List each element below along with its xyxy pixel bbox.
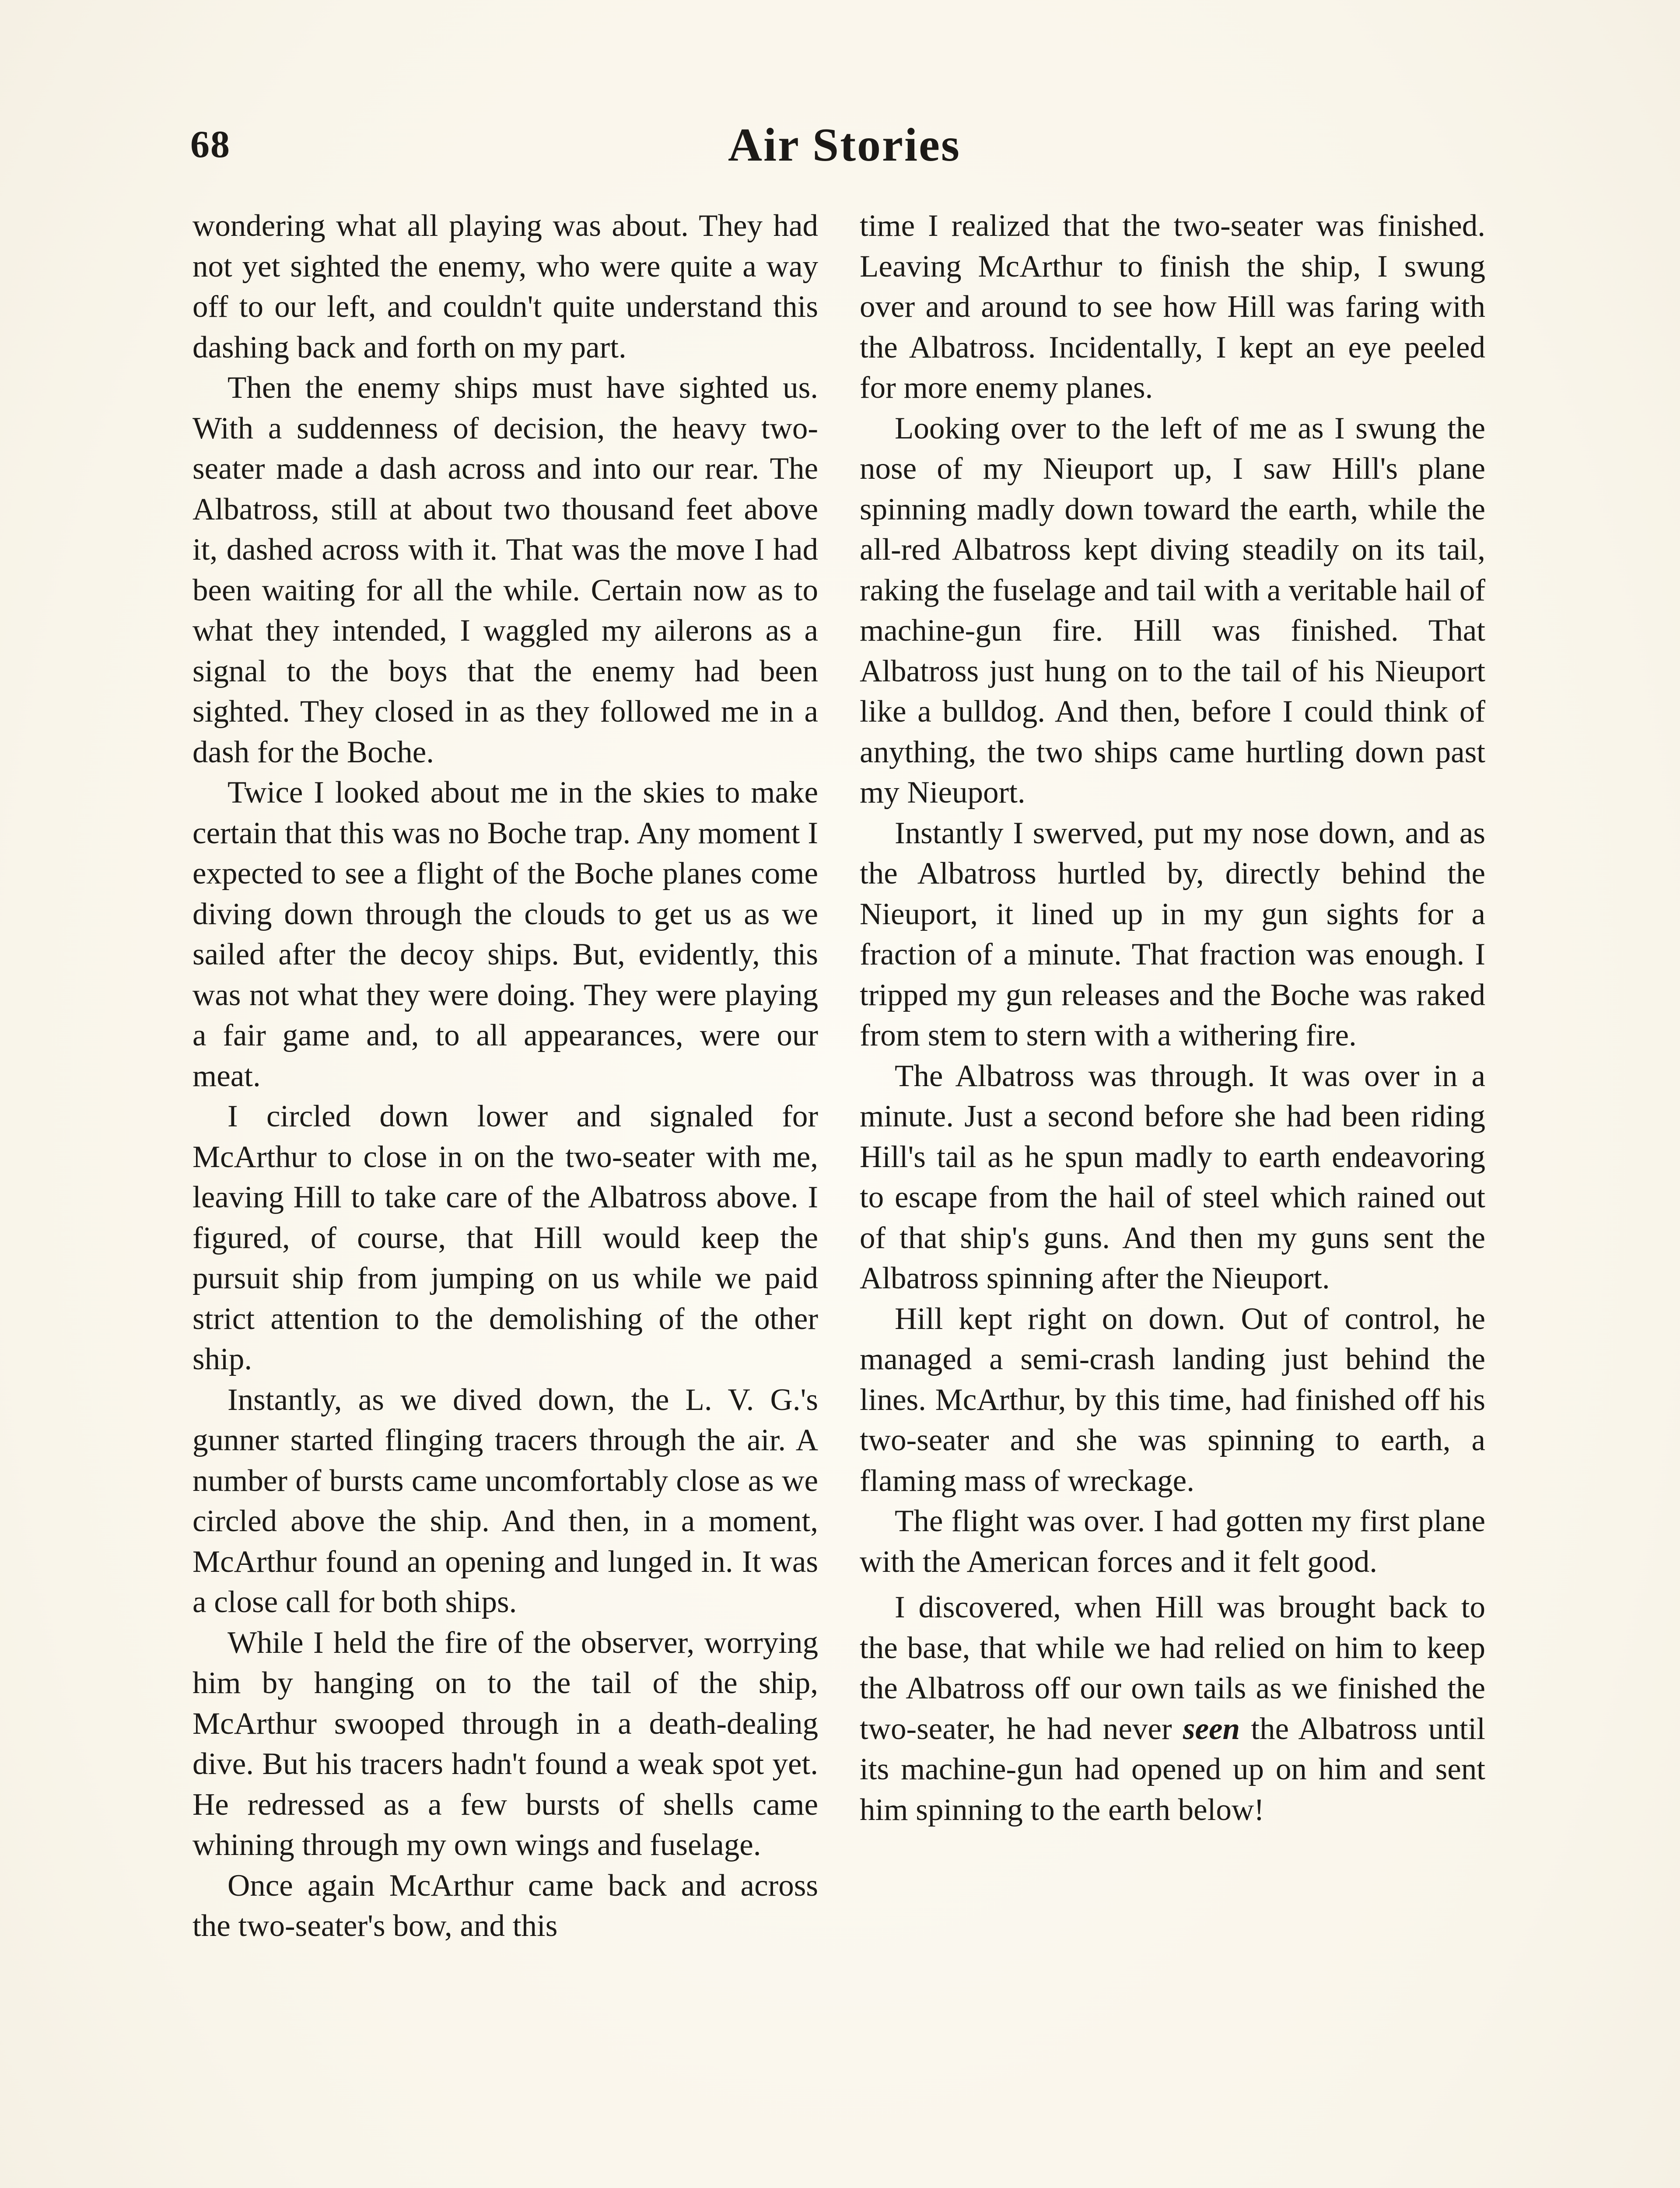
paragraph: Looking over to the left of me as I swung the nose of my Nieuport up, I saw Hill's plane spinning madly down toward the earth, while the all-red Albatross kept diving steadily on its tail, raking the fuselage and tail with a veritable hail of machine-gun fire. Hill was finished. That Albatross just hung on to the tail of his Nieuport like a bulldog. And then, before I could think of anything, the two ships came hurtling down past my Nieuport. <box>860 411 1485 810</box>
emphasized-word: seen <box>1183 1711 1240 1746</box>
right-column <box>860 206 1485 1830</box>
left-column <box>192 206 818 1946</box>
paragraph: The Albatross was through. It was over in a minute. Just a second before she had been riding Hill's tail as he spun madly to earth endeavoring to escape from the hail of steel which rained out of that ship's guns. And then my guns sent the Albatross spinning after the Nieuport. <box>860 1059 1485 1295</box>
running-title: Air Stories <box>728 119 961 171</box>
paragraph: Then the enemy ships must have sighted us. With a suddenness of decision, the heavy two-seater made a dash across and into our rear. The Albatross, still at about two thousand feet above it, dashed across with it. That was the move I had been waiting for all the while. Certain now as to what they intended, I waggled my ailerons as a signal to the boys that the enemy had been sighted. They closed in as they followed me in a dash for the Boche. <box>192 371 818 769</box>
paragraph: time I realized that the two-seater was finished. Leaving McArthur to finish the ship, I swung over and around to see how Hill was faring with the Albatross. Incidentally, I kept an eye peeled for more enemy planes. <box>860 209 1485 405</box>
paragraph: I circled down lower and signaled for McArthur to close in on the two-seater with me, leaving Hill to take care of the Albatross above. I figured, of course, that Hill would keep the pursuit ship from jumping on us while we paid strict attention to the demolishing of the other ship. <box>192 1099 818 1376</box>
paragraph: The flight was over. I had gotten my first plane with the American forces and it felt good. <box>860 1504 1485 1579</box>
paragraph: While I held the fire of the observer, worrying him by hanging on to the tail of the ship, McArthur swooped through in a death-dealing dive. But his tracers hadn't found a weak spot yet. He redressed as a few bursts of shells came whining through my own wings and fuselage. <box>192 1625 818 1862</box>
paragraph: Instantly, as we dived down, the L. V. G.'s gunner started flinging tracers through the air. A number of bursts came uncomfortably close as we circled above the ship. And then, in a moment, McArthur found an opening and lunged in. It was a close call for both ships. <box>192 1382 818 1619</box>
paragraph: Hill kept right on down. Out of control, he managed a semi-crash landing just behind the lines. McArthur, by this time, had finished off his two-seater and she was spinning to earth, a flaming mass of wreckage. <box>860 1301 1485 1498</box>
paragraph: wondering what all playing was about. They had not yet sighted the enemy, who were quite a way off to our left, and couldn't quite understand this dashing back and forth on my part. <box>192 209 818 365</box>
paragraph: Twice I looked about me in the skies to make certain that this was no Boche trap. Any moment I expected to see a flight of the Boche planes come diving down through the clouds to get us as we sailed after the decoy ships. But, evidently, this was not what they were doing. They were playing a fair game and, to all appearances, were our meat. <box>192 775 818 1093</box>
paragraph: Once again McArthur came back and across the two-seater's bow, and this <box>192 1868 818 1943</box>
paragraph-text: I discovered, when Hill was brought back to the base, that while we had relied on him to keep the Albatross off our own tails as we finished the two-seater, he had never <box>860 1590 1485 1746</box>
page-number: 68 <box>190 123 231 166</box>
paragraph: Instantly I swerved, put my nose down, and as the Albatross hurtled by, directly behind the Nieuport, it lined up in my gun sights for a fraction of a minute. That fraction was enough. I tripped my gun releases and the Boche was raked from stem to stern with a withering fire. <box>860 816 1485 1052</box>
paragraph-text: the Albatross until its machine-gun had opened up on him and sent him spinning to the earth below! <box>860 1711 1485 1827</box>
final-paragraph <box>860 1587 1485 1830</box>
page-header <box>190 118 1498 179</box>
